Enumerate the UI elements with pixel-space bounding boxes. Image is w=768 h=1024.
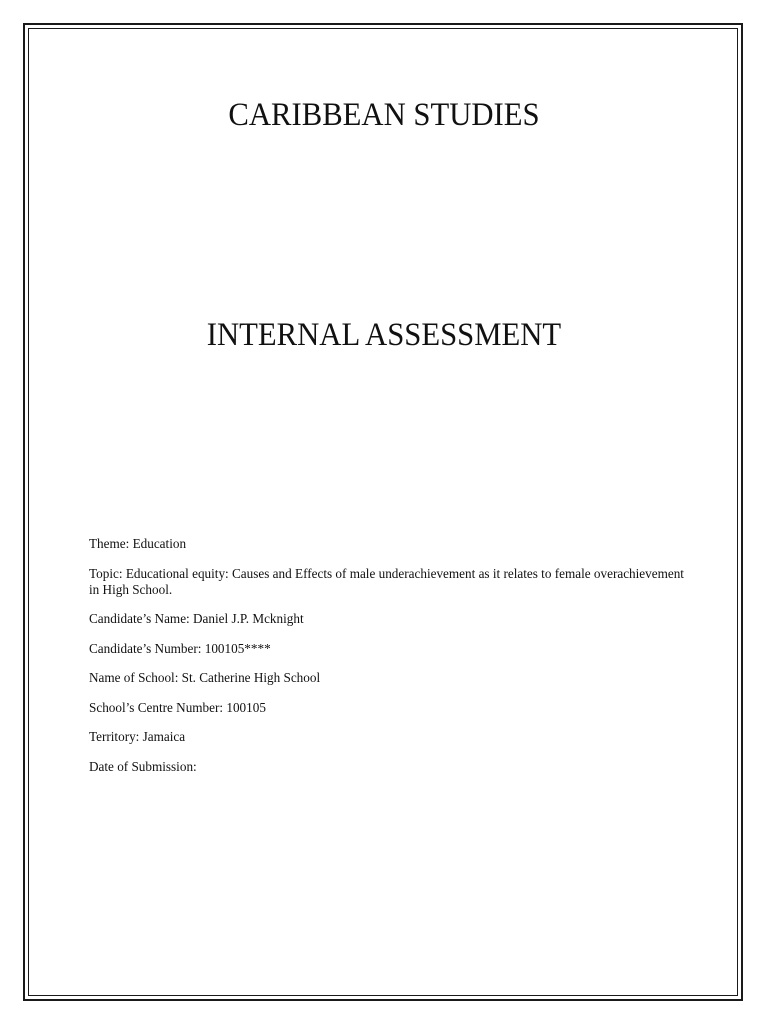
detail-candidate-number (89, 641, 689, 657)
document-subtitle: INTERNAL ASSESSMENT (206, 317, 562, 353)
detail-theme (89, 536, 689, 552)
detail-label: Date of Submission: (89, 758, 197, 774)
detail-value: 100105 (226, 699, 266, 715)
page-border-inner (28, 28, 738, 996)
detail-label: Name of School: (89, 670, 179, 685)
document-title: CARIBBEAN STUDIES (228, 97, 540, 133)
detail-value: 100105**** (204, 640, 271, 656)
detail-label: Theme: (89, 536, 130, 551)
detail-value: St. Catherine High School (181, 670, 321, 685)
cover-details (89, 536, 689, 788)
detail-label: Territory: (89, 729, 140, 744)
detail-value: Daniel J.P. Mcknight (193, 611, 304, 626)
detail-value: Education (132, 536, 187, 551)
detail-topic (89, 566, 689, 598)
detail-value: Jamaica (142, 729, 186, 744)
detail-territory (89, 729, 689, 745)
detail-school-name (89, 670, 689, 686)
detail-label: School’s Centre Number: (89, 699, 224, 715)
detail-value: Educational equity: Causes and Effects of male underachievement as it relates to female overachievement in High School. (89, 565, 684, 597)
detail-submission-date (89, 759, 689, 775)
detail-label: Topic: (89, 565, 123, 581)
detail-label: Candidate’s Name: (89, 611, 190, 626)
detail-candidate-name (89, 611, 689, 627)
detail-label: Candidate’s Number: (89, 640, 202, 656)
detail-centre-number (89, 700, 689, 716)
